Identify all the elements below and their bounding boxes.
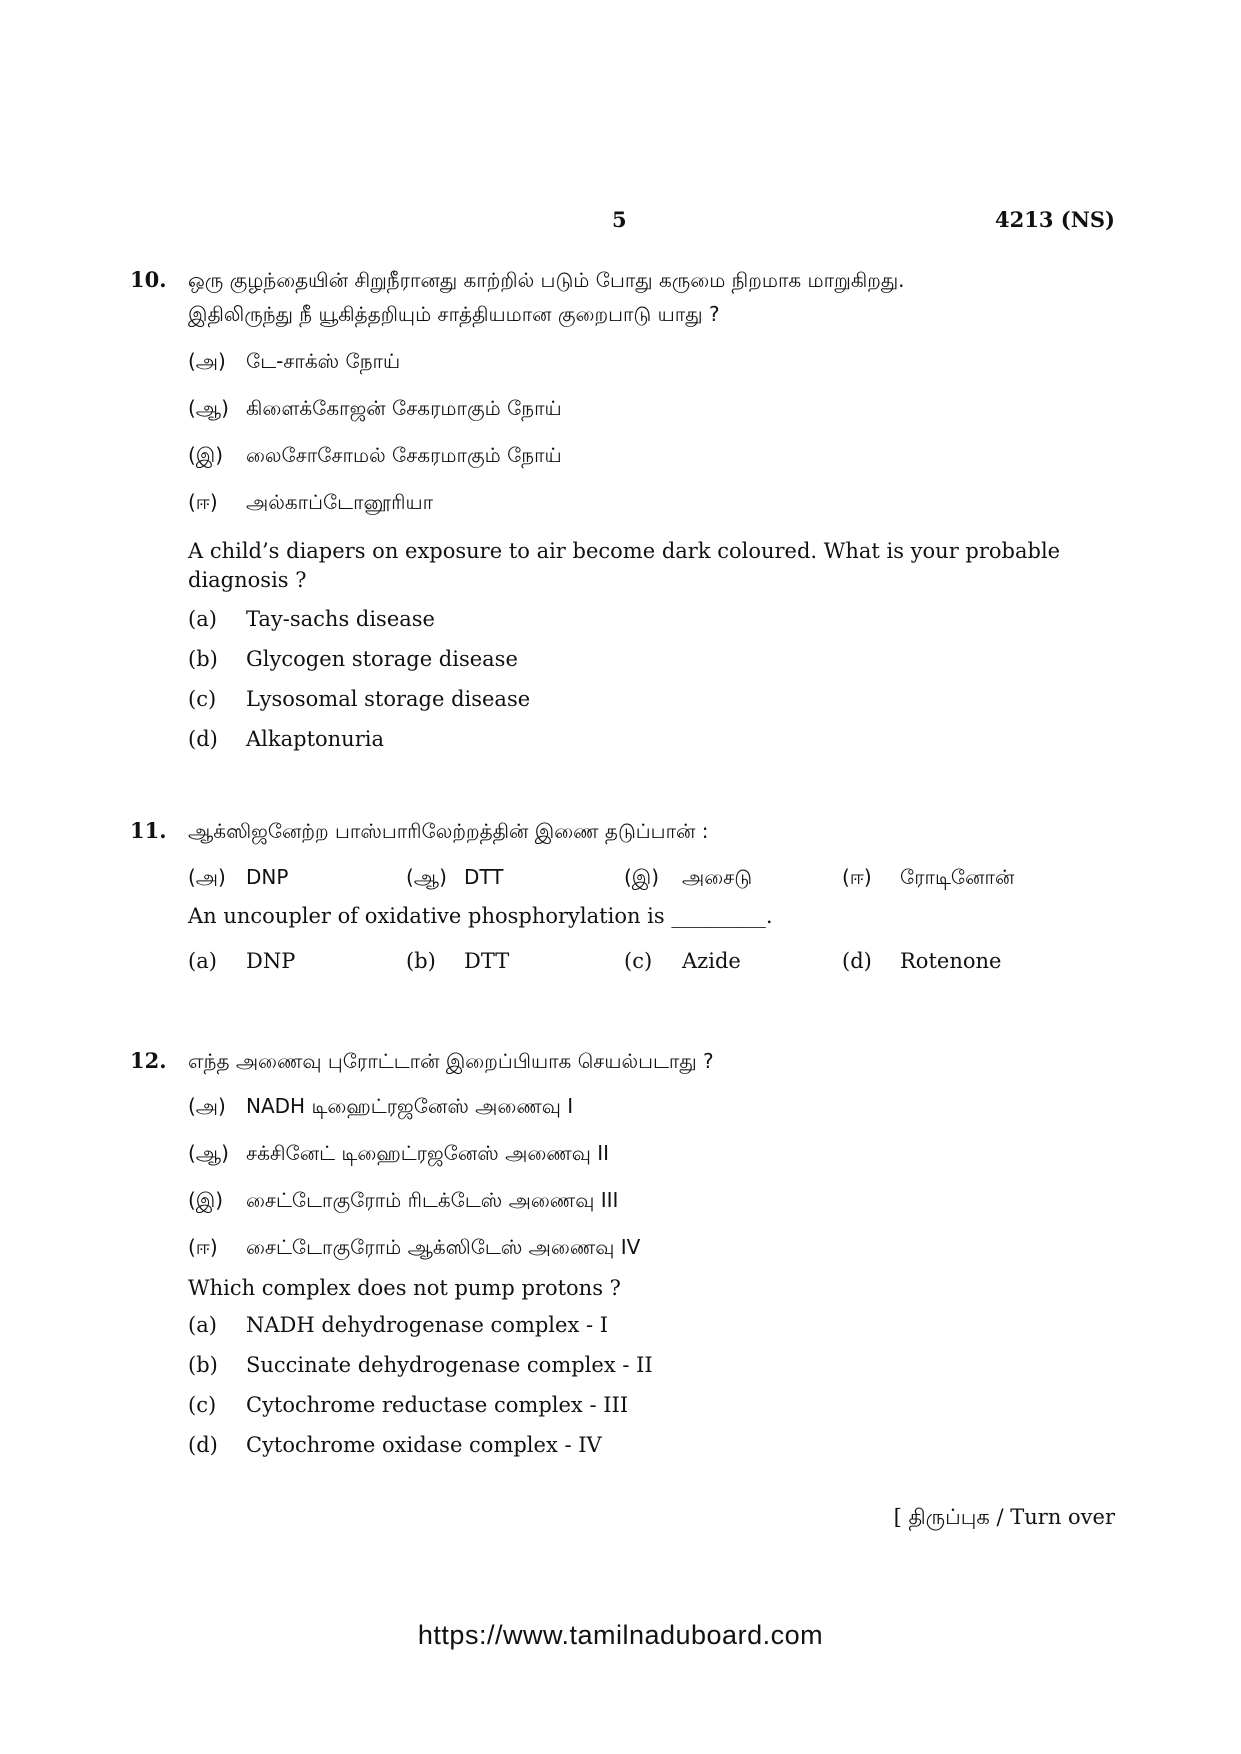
tamil-stem-line-1: ஒரு குழந்தையின் சிறுநீரானது காற்றில் படும் போது கருமை நிறமாக மாறுகிறது. — [188, 268, 905, 292]
tamil-options-row — [188, 854, 1060, 902]
tamil-option: (இ) அசைடு — [624, 864, 753, 889]
footer-url: https://www.tamilnaduboard.com — [417, 1620, 824, 1650]
english-option: (c) Azide — [624, 949, 741, 973]
english-stem: A child’s diapers on exposure to air become dark coloured. What is your probable diagnosis ? — [188, 539, 1061, 592]
english-option: (d) Cytochrome oxidase complex - IV — [188, 1433, 602, 1457]
english-option: (a) DNP — [188, 949, 296, 973]
english-option: (d) Alkaptonuria — [188, 727, 384, 751]
english-option: (d) Rotenone — [842, 949, 1002, 973]
english-stem: Which complex does not pump protons ? — [188, 1276, 621, 1300]
tamil-option: (ஆ) சக்சினேட் டிஹைட்ரஜனேஸ் அணைவு II — [188, 1141, 610, 1165]
tamil-stem-line-2: இதிலிருந்து நீ யூகித்தறியும் சாத்தியமான குறைபாடு யாது ? — [188, 302, 720, 326]
english-options-row — [188, 937, 1060, 985]
tamil-option: (ஈ) ரோடினோன் — [842, 864, 1015, 889]
question-number: 10. — [130, 267, 167, 292]
english-option: (a) Tay-sachs disease — [188, 607, 435, 631]
question-10 — [130, 267, 1060, 759]
tamil-option: (ஈ) சைட்டோகுரோம் ஆக்ஸிடேஸ் அணைவு IV — [188, 1235, 641, 1259]
question-number: 12. — [130, 1048, 167, 1073]
english-option: (b) Succinate dehydrogenase complex - II — [188, 1353, 653, 1377]
tamil-option: (இ) சைட்டோகுரோம் ரிடக்டேஸ் அணைவு III — [188, 1188, 619, 1212]
paper-code: 4213 (NS) — [995, 207, 1115, 232]
english-option: (b) Glycogen storage disease — [188, 647, 518, 671]
tamil-option: (அ) NADH டிஹைட்ரஜனேஸ் அணைவு I — [188, 1094, 574, 1118]
question-12 — [130, 1048, 1060, 1465]
tamil-option: (அ) டே-சாக்ஸ் நோய் — [188, 349, 401, 373]
tamil-stem: எந்த அணைவு புரோட்டான் இறைப்பியாக செயல்படாது ? — [188, 1049, 714, 1073]
tamil-option: (அ) DNP — [188, 864, 289, 889]
page-number: 5 — [612, 207, 627, 232]
question-number: 11. — [130, 818, 167, 843]
tamil-stem: ஆக்ஸிஜனேற்ற பாஸ்பாரிலேற்றத்தின் இணை தடுப்பான் : — [188, 819, 709, 843]
question-11 — [130, 818, 1060, 985]
tamil-option: (இ) லைசோசோமல் சேகரமாகும் நோய் — [188, 443, 562, 467]
tamil-option: (ஈ) அல்காப்டோனூரியா — [188, 490, 434, 514]
tamil-option: (ஆ) கிளைக்கோஜன் சேகரமாகும் நோய் — [188, 396, 562, 420]
english-option: (c) Lysosomal storage disease — [188, 687, 531, 711]
english-stem: An uncoupler of oxidative phosphorylation is _________. — [188, 904, 773, 928]
english-option: (b) DTT — [406, 949, 510, 973]
english-option: (c) Cytochrome reductase complex - III — [188, 1393, 629, 1417]
english-option: (a) NADH dehydrogenase complex - I — [188, 1313, 609, 1337]
turn-over-note: [ திருப்புக / Turn over — [893, 1505, 1115, 1529]
tamil-option: (ஆ) DTT — [406, 864, 504, 889]
